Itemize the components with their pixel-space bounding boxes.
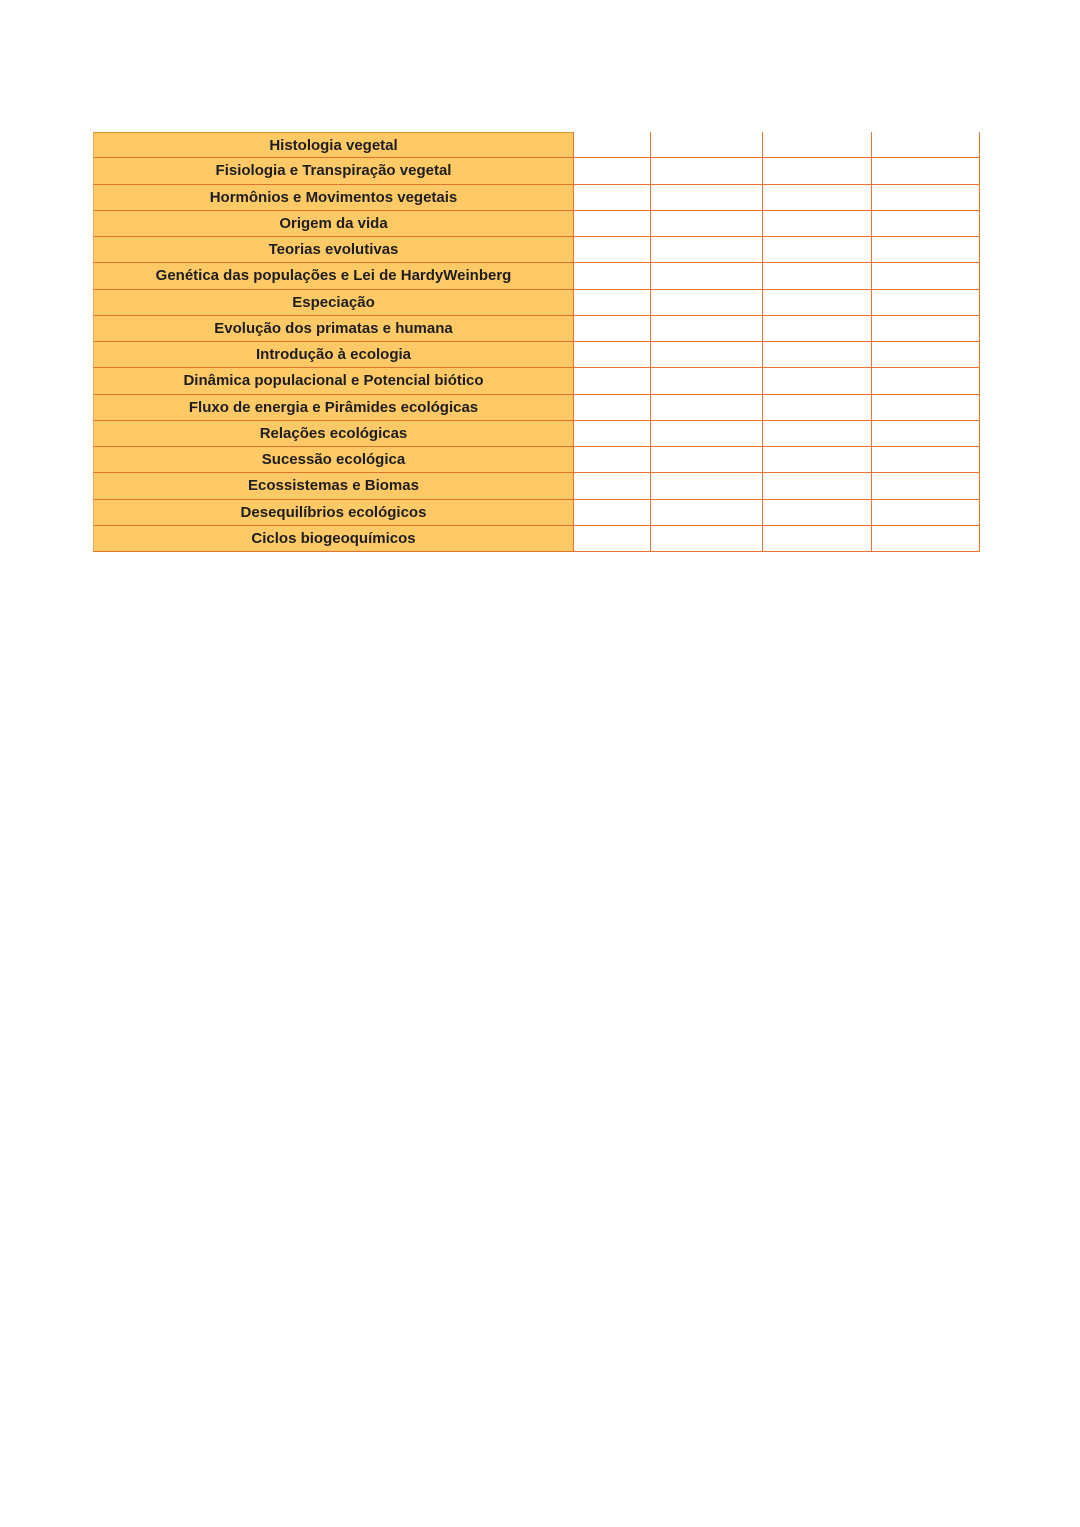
table-row xyxy=(93,290,980,316)
empty-cell xyxy=(872,342,980,368)
empty-cell xyxy=(574,237,651,263)
topic-cell: Histologia vegetal xyxy=(93,132,574,158)
empty-cell xyxy=(872,263,980,289)
table-row xyxy=(93,158,980,184)
empty-cell xyxy=(872,185,980,211)
empty-cell xyxy=(763,290,872,316)
topic-cell: Teorias evolutivas xyxy=(93,237,574,263)
table-row xyxy=(93,263,980,289)
empty-cell xyxy=(763,526,872,552)
topic-cell: Origem da vida xyxy=(93,211,574,237)
empty-cell xyxy=(651,158,763,184)
empty-cell xyxy=(651,447,763,473)
topic-cell: Ecossistemas e Biomas xyxy=(93,473,574,499)
topic-cell: Sucessão ecológica xyxy=(93,447,574,473)
table-row xyxy=(93,185,980,211)
empty-cell xyxy=(651,132,763,158)
empty-cell xyxy=(872,421,980,447)
empty-cell xyxy=(872,211,980,237)
empty-cell xyxy=(872,132,980,158)
topic-cell: Relações ecológicas xyxy=(93,421,574,447)
table-row xyxy=(93,368,980,394)
empty-cell xyxy=(574,185,651,211)
topic-cell: Fisiologia e Transpiração vegetal xyxy=(93,158,574,184)
empty-cell xyxy=(574,368,651,394)
empty-cell xyxy=(872,290,980,316)
empty-cell xyxy=(651,368,763,394)
empty-cell xyxy=(872,526,980,552)
table-row xyxy=(93,421,980,447)
table-row xyxy=(93,526,980,552)
empty-cell xyxy=(574,263,651,289)
empty-cell xyxy=(763,316,872,342)
empty-cell xyxy=(651,395,763,421)
topics-table xyxy=(93,132,980,552)
empty-cell xyxy=(651,526,763,552)
empty-cell xyxy=(763,342,872,368)
empty-cell xyxy=(872,447,980,473)
empty-cell xyxy=(574,290,651,316)
empty-cell xyxy=(651,342,763,368)
topic-cell: Ciclos biogeoquímicos xyxy=(93,526,574,552)
empty-cell xyxy=(872,158,980,184)
empty-cell xyxy=(872,316,980,342)
topic-cell: Evolução dos primatas e humana xyxy=(93,316,574,342)
table-row xyxy=(93,211,980,237)
empty-cell xyxy=(651,290,763,316)
empty-cell xyxy=(763,158,872,184)
topic-cell: Genética das populações e Lei de HardyWeinberg xyxy=(93,263,574,289)
empty-cell xyxy=(574,500,651,526)
empty-cell xyxy=(651,473,763,499)
topic-cell: Especiação xyxy=(93,290,574,316)
topic-cell: Introdução à ecologia xyxy=(93,342,574,368)
empty-cell xyxy=(651,237,763,263)
empty-cell xyxy=(872,473,980,499)
empty-cell xyxy=(651,316,763,342)
topic-cell: Dinâmica populacional e Potencial biótico xyxy=(93,368,574,394)
empty-cell xyxy=(574,421,651,447)
empty-cell xyxy=(651,211,763,237)
empty-cell xyxy=(574,342,651,368)
empty-cell xyxy=(651,185,763,211)
empty-cell xyxy=(763,500,872,526)
table-row xyxy=(93,395,980,421)
empty-cell xyxy=(574,395,651,421)
empty-cell xyxy=(872,237,980,263)
empty-cell xyxy=(763,421,872,447)
empty-cell xyxy=(763,132,872,158)
empty-cell xyxy=(574,158,651,184)
table-row xyxy=(93,447,980,473)
empty-cell xyxy=(651,263,763,289)
empty-cell xyxy=(574,447,651,473)
empty-cell xyxy=(872,368,980,394)
empty-cell xyxy=(574,316,651,342)
empty-cell xyxy=(574,473,651,499)
empty-cell xyxy=(651,421,763,447)
table-row xyxy=(93,132,980,158)
empty-cell xyxy=(574,526,651,552)
topic-cell: Desequilíbrios ecológicos xyxy=(93,500,574,526)
table-row xyxy=(93,237,980,263)
table-row xyxy=(93,473,980,499)
empty-cell xyxy=(763,211,872,237)
empty-cell xyxy=(763,237,872,263)
empty-cell xyxy=(872,500,980,526)
table-row xyxy=(93,342,980,368)
table-row xyxy=(93,316,980,342)
empty-cell xyxy=(763,447,872,473)
empty-cell xyxy=(574,211,651,237)
empty-cell xyxy=(763,368,872,394)
table-row xyxy=(93,500,980,526)
empty-cell xyxy=(763,263,872,289)
topic-cell: Fluxo de energia e Pirâmides ecológicas xyxy=(93,395,574,421)
empty-cell xyxy=(763,395,872,421)
empty-cell xyxy=(651,500,763,526)
empty-cell xyxy=(763,473,872,499)
empty-cell xyxy=(763,185,872,211)
topic-cell: Hormônios e Movimentos vegetais xyxy=(93,185,574,211)
empty-cell xyxy=(872,395,980,421)
empty-cell xyxy=(574,132,651,158)
